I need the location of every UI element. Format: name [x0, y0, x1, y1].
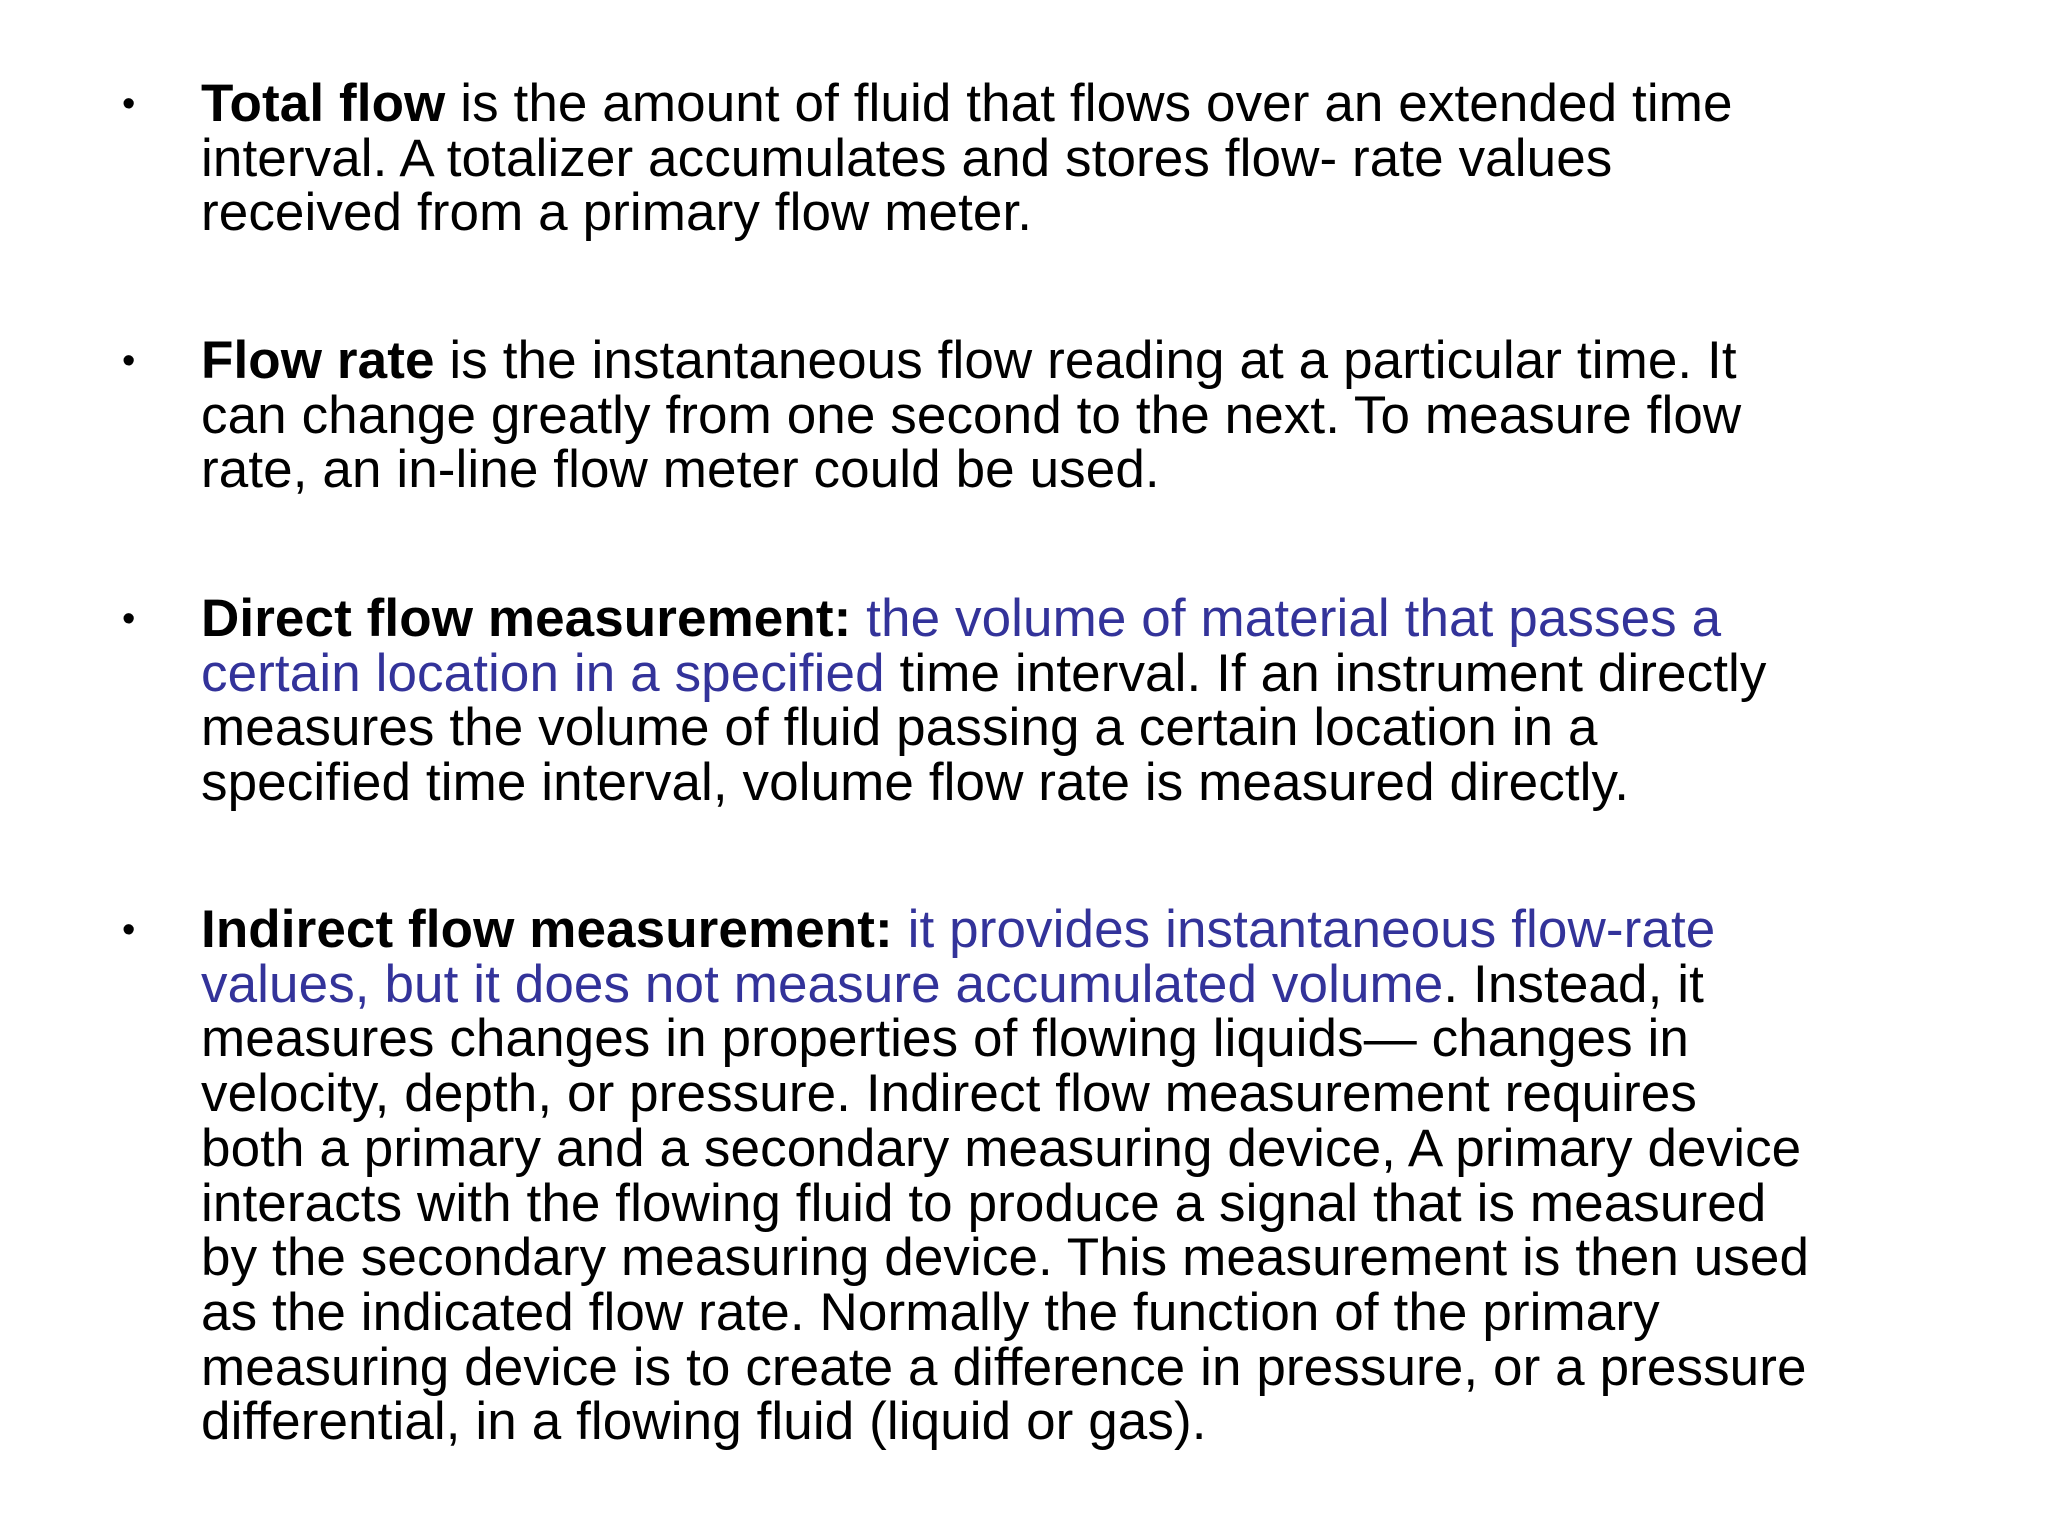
body-text: as the indicated flow rate. Normally the function of the primary [201, 1282, 1660, 1342]
text-line [201, 1228, 1961, 1288]
bullet-icon: • [122, 83, 136, 125]
text-line [201, 643, 1961, 703]
body-text: measures changes in properties of flowing liquids— changes in [201, 1009, 1689, 1069]
bullet-icon: • [122, 598, 136, 640]
body-text: is the instantaneous flow reading at a particular time. It [434, 331, 1737, 390]
text-line [201, 1392, 1961, 1452]
body-text: interval. A totalizer accumulates and stores flow- rate values [201, 128, 1613, 188]
bullet-icon: • [122, 340, 136, 382]
text-line [201, 1337, 1961, 1397]
text-line [201, 128, 1961, 188]
body-text: by the secondary measuring device. This measurement is then used [201, 1228, 1810, 1288]
bullet-icon: • [122, 909, 136, 951]
highlighted-definition: values, but it does not measure accumulated volume [201, 954, 1444, 1014]
text-line [201, 589, 1961, 648]
bullet-text [201, 589, 1961, 813]
bullet-text [201, 331, 1961, 500]
text-line [201, 331, 1961, 390]
highlighted-definition: the volume of material that passes a [851, 589, 1722, 648]
body-text: time interval. If an instrument directly [884, 643, 1767, 703]
body-text: received from a primary flow meter. [201, 183, 1033, 243]
text-line [201, 183, 1961, 243]
text-line [201, 1064, 1961, 1124]
body-text: specified time interval, volume flow rate is measured directly. [201, 753, 1630, 813]
body-text: . Instead, it [1443, 954, 1704, 1014]
text-line [201, 440, 1961, 500]
text-line [201, 74, 1961, 133]
body-text: measuring device is to create a difference in pressure, or a pressure [201, 1337, 1807, 1397]
body-text: measures the volume of fluid passing a certain location in a [201, 698, 1598, 758]
body-text: is the amount of fluid that flows over an extended time [445, 74, 1733, 133]
highlighted-definition: certain location in a specified [201, 643, 885, 703]
bullet-text [201, 74, 1961, 243]
bullet-text [201, 900, 1961, 1452]
text-line [201, 1009, 1961, 1069]
body-text: velocity, depth, or pressure. Indirect flow measurement requires [201, 1064, 1697, 1124]
body-text: differential, in a flowing fluid (liquid or gas). [201, 1392, 1207, 1452]
term-label: Total flow [201, 74, 446, 133]
term-label: Indirect flow measurement: [201, 900, 893, 959]
text-line [201, 1118, 1961, 1178]
text-line [201, 1173, 1961, 1233]
body-text: can change greatly from one second to the next. To measure flow [201, 385, 1742, 445]
body-text: rate, an in-line flow meter could be used. [201, 440, 1160, 500]
text-line [201, 900, 1961, 959]
term-label: Direct flow measurement: [201, 589, 852, 648]
body-text: both a primary and a secondary measuring device, A primary device [201, 1118, 1802, 1178]
text-line [201, 753, 1961, 813]
text-line [201, 698, 1961, 758]
text-line [201, 385, 1961, 445]
text-line [201, 954, 1961, 1014]
body-text: interacts with the flowing fluid to produce a signal that is measured [201, 1173, 1767, 1233]
text-line [201, 1282, 1961, 1342]
term-label: Flow rate [201, 331, 435, 390]
highlighted-definition: it provides instantaneous flow-rate [892, 900, 1716, 959]
